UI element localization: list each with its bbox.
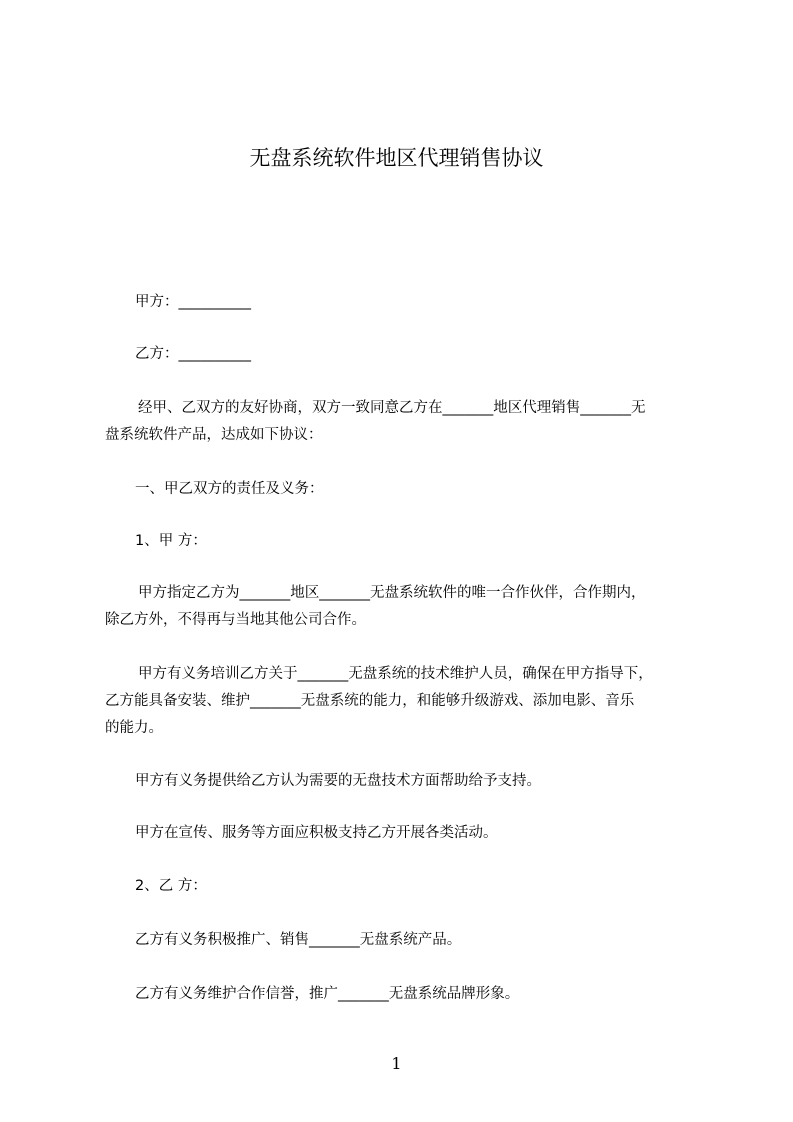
party-a-clause-4: 甲方在宣传、服务等方面应积极支持乙方开展各类活动。 (135, 825, 498, 841)
clause-line: 乙方能具备安装、维护_______无盘系统的能力，和能够升级游戏、添加电影、音乐 (105, 693, 635, 709)
clause-line: 甲方有义务培训乙方关于_______无盘系统的技术维护人员，确保在甲方指导下， (138, 666, 653, 682)
party-a-clause-2 (105, 661, 700, 742)
document-title: 无盘系统软件地区代理销售协议 (249, 146, 544, 170)
party-b-clause-1: 乙方有义务积极推广、销售_______无盘系统产品。 (135, 932, 462, 948)
section-1-heading: 一、甲乙双方的责任及义务： (135, 481, 324, 497)
clause-line: 除乙方外，不得再与当地其他公司合作。 (105, 612, 366, 628)
intro-paragraph (105, 395, 700, 449)
party-a-line: 甲方：__________ (135, 294, 251, 310)
party-a-subheading: 1、甲 方： (135, 533, 207, 549)
clause-line: 甲方指定乙方为_______地区_______无盘系统软件的唯一合作伙伴，合作期内， (138, 585, 646, 601)
intro-line-2: 盘系统软件产品，达成如下协议： (105, 427, 323, 443)
party-b-line: 乙方：__________ (135, 346, 251, 362)
party-b-subheading: 2、乙 方： (135, 878, 207, 894)
party-b-clause-2: 乙方有义务维护合作信誉，推广_______无盘系统品牌形象。 (135, 986, 520, 1002)
party-a-clause-3: 甲方有义务提供给乙方认为需要的无盘技术方面帮助给予支持。 (135, 773, 541, 789)
clause-line: 的能力。 (105, 720, 163, 736)
party-a-clause-1 (105, 580, 700, 634)
page-number: 1 (391, 1054, 402, 1073)
intro-line-1: 经甲、乙双方的友好协商，双方一致同意乙方在_______地区代理销售_______无 (138, 400, 646, 416)
